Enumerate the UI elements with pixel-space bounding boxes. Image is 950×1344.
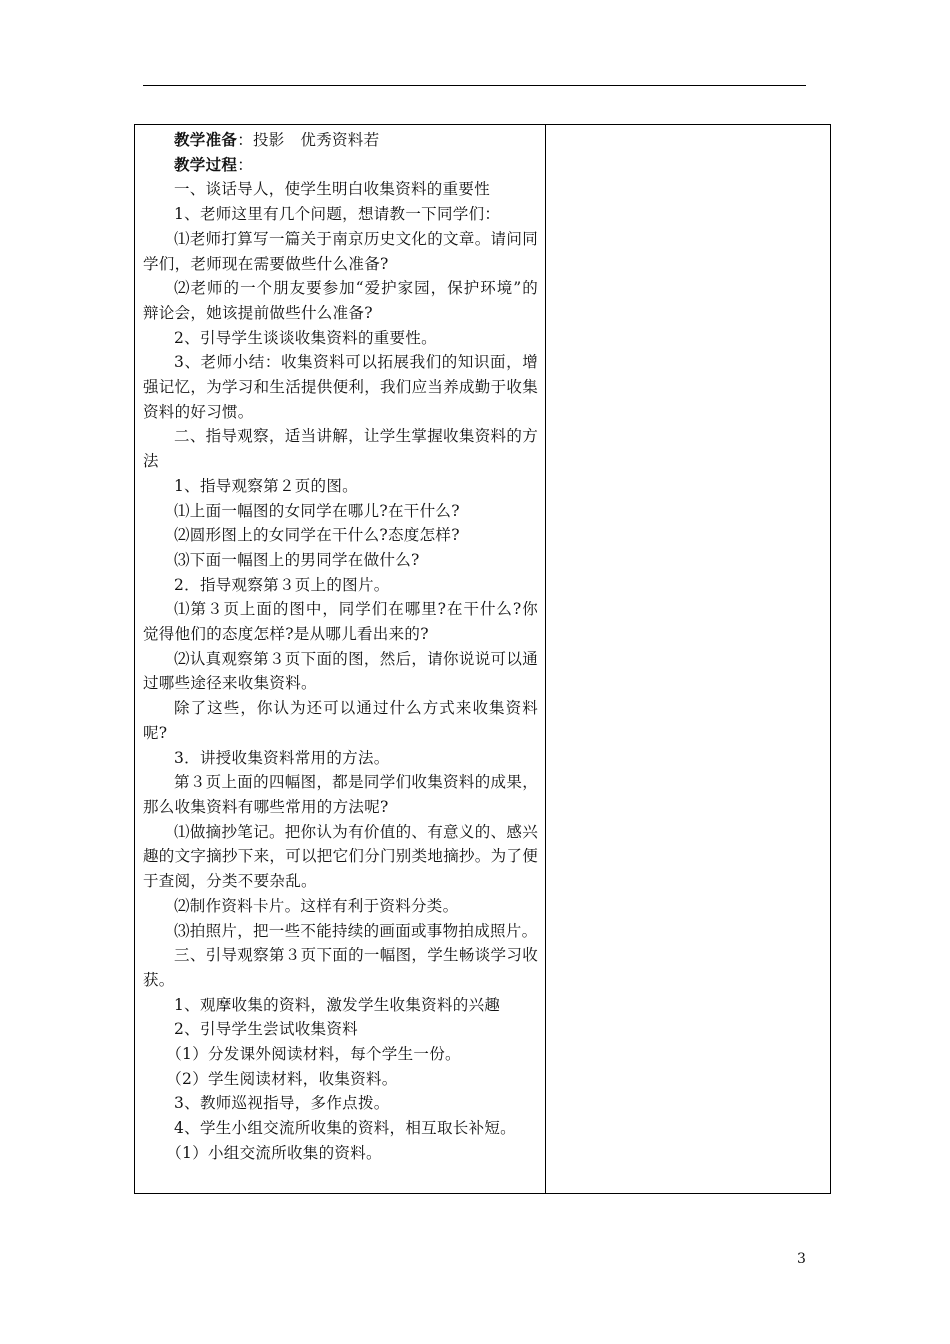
process-label: 教学过程 <box>174 154 238 174</box>
lesson-paragraphs <box>143 177 538 1165</box>
lesson-paragraph: 第３页上面的四幅图，都是同学们收集资料的成果，那么收集资料有哪些常用的方法呢? <box>143 773 538 816</box>
lesson-paragraph: 三、引导观察第３页下面的一幅图，学生畅谈学习收获。 <box>143 946 538 989</box>
lesson-paragraph: 4、学生小组交流所收集的资料，相互取长补短。 <box>174 1119 516 1138</box>
notes-cell <box>546 125 830 1193</box>
teaching-process <box>143 153 538 178</box>
lesson-paragraph: 1、指导观察第２页的图。 <box>174 476 358 495</box>
lesson-paragraph: 2、引导学生谈谈收集资料的重要性。 <box>174 328 437 347</box>
lesson-plan-table <box>134 124 831 1194</box>
lesson-paragraph: 2．指导观察第３页上的图片。 <box>174 575 390 594</box>
lesson-paragraph: 2、引导学生尝试收集资料 <box>174 1020 358 1039</box>
lesson-paragraph: ⑴上面一幅图的女同学在哪儿?在干什么? <box>174 501 460 520</box>
lesson-paragraph: 1、观摩收集的资料，激发学生收集资料的兴趣 <box>174 995 501 1014</box>
lesson-paragraph: 一、谈话导人，使学生明白收集资料的重要性 <box>174 180 491 199</box>
preparation-label: 教学准备 <box>174 130 238 149</box>
lesson-paragraph: ⑶下面一幅图上的男同学在做什么? <box>174 550 420 569</box>
lesson-content-cell <box>135 125 546 1193</box>
process-colon: ： <box>237 155 254 174</box>
lesson-paragraph: ⑵制作资料卡片。这样有利于资料分类。 <box>174 896 459 915</box>
preparation-text: ：投影 优秀资料若 <box>237 131 380 149</box>
lesson-paragraph: ⑴做摘抄笔记。把你认为有价值的、有意义的、感兴趣的文字摘抄下来，可以把它们分门别类地摘抄。为了便于查阅，分类不要杂乱。 <box>143 822 539 891</box>
lesson-paragraph: 1、老师这里有几个问题，想请教一下同学们： <box>174 205 501 224</box>
lesson-paragraph: 3．讲授收集资料常用的方法。 <box>174 748 390 767</box>
lesson-paragraph: ⑵认真观察第３页下面的图，然后，请你说说可以通过哪些途径来收集资料。 <box>143 649 538 693</box>
lesson-paragraph: 3、老师小结：收集资料可以拓展我们的知识面，增强记忆，为学习和生活提供便利，我们应当养成勤于收集资料的好习惯。 <box>143 353 539 421</box>
header-rule <box>143 85 806 86</box>
lesson-paragraph: （1）分发课外阅读材料，每个学生一份。 <box>166 1045 461 1064</box>
lesson-paragraph: 3、教师巡视指导，多作点拨。 <box>174 1094 390 1113</box>
lesson-paragraph: ⑶拍照片，把一些不能持续的画面或事物拍成照片。 <box>174 921 538 940</box>
lesson-paragraph: 除了这些，你认为还可以通过什么方式来收集资料呢? <box>143 699 538 742</box>
teaching-preparation <box>143 128 538 153</box>
lesson-paragraph: ⑵圆形图上的女同学在干什么?态度怎样? <box>174 526 460 545</box>
lesson-paragraph: （2）学生阅读材料，收集资料。 <box>166 1069 398 1088</box>
lesson-paragraph: ⑴老师打算写一篇关于南京历史文化的文章。请问同学们，老师现在需要做些什么准备? <box>143 229 538 273</box>
lesson-paragraph: ⑵老师的一个朋友要参加“爱护家园，保护环境”的辩论会，她该提前做些什么准备? <box>143 279 538 322</box>
page-number: 3 <box>797 1251 806 1267</box>
lesson-paragraph: ⑴第３页上面的图中，同学们在哪里?在干什么?你觉得他们的态度怎样?是从哪儿看出来的? <box>143 600 538 644</box>
lesson-paragraph: （1）小组交流所收集的资料。 <box>166 1143 382 1162</box>
lesson-paragraph: 二、指导观察，适当讲解，让学生掌握收集资料的方法 <box>143 427 538 471</box>
